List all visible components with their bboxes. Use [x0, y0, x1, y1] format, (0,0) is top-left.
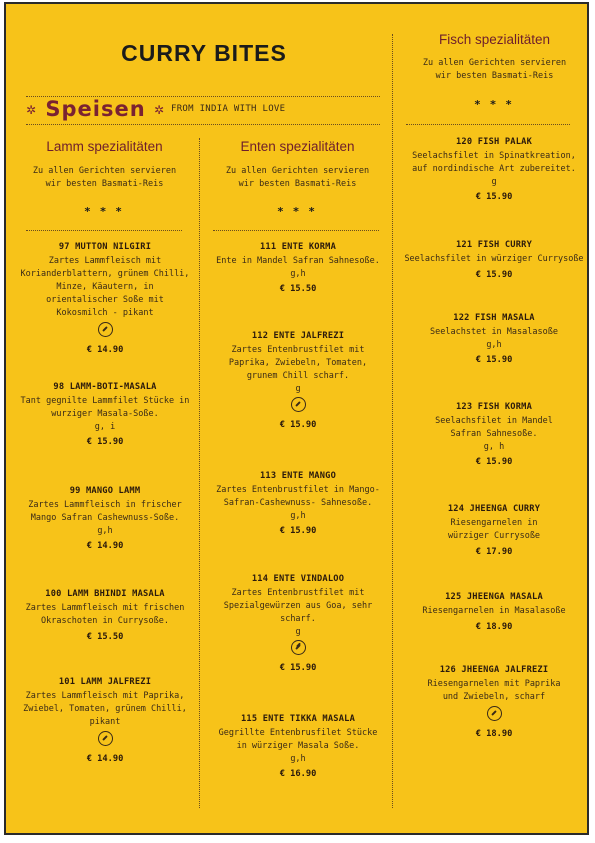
- item-price: € 15.90: [475, 192, 513, 202]
- item-name: 112 ENTE JALFREZI: [251, 331, 345, 341]
- menu-item: [20, 677, 190, 764]
- item-price: € 18.90: [475, 729, 513, 739]
- item-price: € 15.50: [279, 284, 317, 294]
- item-description: Tant gegnilte Lammfilet Stücke in wurziger Masala-Soße.: [20, 396, 190, 419]
- star-icon: ✲: [153, 103, 166, 117]
- item-price: € 15.50: [86, 632, 124, 642]
- item-allergens: g,h: [290, 754, 306, 764]
- item-description: Seelachstet in Masalasoße: [430, 327, 558, 337]
- menu-item: [404, 504, 584, 557]
- item-allergens: g, i: [94, 422, 116, 432]
- menu-item: [212, 574, 384, 673]
- menu-item: [212, 714, 384, 779]
- item-price: € 15.90: [475, 355, 513, 365]
- item-name: 111 ENTE KORMA: [259, 242, 337, 252]
- section-tagline: FROM INDIA WITH LOVE: [171, 104, 286, 114]
- item-price: € 15.90: [279, 526, 317, 536]
- item-name: 126 JHEENGA JALFREZI: [439, 665, 549, 675]
- item-name: 98 LAMM-BOTI-MASALA: [53, 382, 157, 392]
- item-description: Seelachsfilet in Spinatkreation, auf nordindische Art zubereitet.: [412, 151, 576, 174]
- item-name: 113 ENTE MANGO: [259, 471, 337, 481]
- chili-icon: [487, 706, 502, 721]
- item-description: Zartes Lammfleisch mit Korianderblattern, grünem Chilli, Minze, Käautern, in orientalischer Soße mit Kokosmilch - pikant: [20, 256, 190, 318]
- decorative-stars: * * *: [474, 98, 515, 111]
- item-allergens: g: [295, 627, 301, 637]
- column-heading: Fisch spezialitäten: [438, 32, 551, 47]
- star-icon: ✲: [26, 103, 38, 117]
- item-description: Zartes Lammfleisch in frischer Mango Safran Cashewnuss-Soße.: [28, 500, 182, 523]
- item-price: € 17.90: [475, 547, 513, 557]
- double-chili-icon: [291, 640, 306, 655]
- item-price: € 15.90: [86, 437, 124, 447]
- item-allergens: g,h: [97, 526, 113, 536]
- item-allergens: g,h: [290, 269, 306, 279]
- column-note: Zu allen Gerichten servieren wir besten Basmati-Reis: [225, 166, 370, 189]
- item-allergens: g: [295, 384, 301, 394]
- decorative-stars: * * *: [84, 205, 125, 218]
- item-description: Seelachsfilet in würziger Currysoße: [404, 254, 584, 264]
- menu-item: [20, 486, 190, 551]
- item-name: 101 LAMM JALFREZI: [58, 677, 152, 687]
- item-description: Zartes Lammfleisch mit frischen Okraschoten in Currysoße.: [25, 603, 185, 626]
- menu-item: [404, 240, 584, 280]
- item-price: € 14.90: [86, 541, 124, 551]
- item-price: € 15.90: [279, 663, 317, 673]
- column-note: Zu allen Gerichten servieren wir besten Basmati-Reis: [32, 166, 177, 189]
- item-name: 114 ENTE VINDALOO: [251, 574, 345, 584]
- items-lamm: [20, 4, 190, 837]
- item-allergens: g,h: [290, 511, 306, 521]
- item-price: € 15.90: [279, 420, 317, 430]
- restaurant-name: CURRY BITES: [121, 40, 287, 66]
- item-price: € 16.90: [279, 769, 317, 779]
- menu-item: [20, 589, 190, 642]
- item-price: € 15.90: [475, 270, 513, 280]
- item-name: 125 JHEENGA MASALA: [445, 592, 543, 602]
- item-name: 115 ENTE TIKKA MASALA: [240, 714, 356, 724]
- item-description: Riesengarnelen in Masalasoße: [422, 606, 566, 616]
- item-description: Zartes Entenbrustfilet mit Paprika, Zwiebeln, Tomaten, grunem Chill scharf.: [228, 345, 368, 381]
- items-fisch: [404, 4, 584, 837]
- menu-item: [404, 402, 584, 467]
- menu-item: [212, 471, 384, 536]
- item-price: € 18.90: [475, 622, 513, 632]
- item-price: € 15.90: [475, 457, 513, 467]
- item-description: Gegrillte Entenbrusfilet Stücke in würziger Masala Soße.: [218, 728, 378, 751]
- menu-item: [20, 242, 190, 355]
- menu-page: [4, 2, 589, 835]
- column-note: Zu allen Gerichten servieren wir besten Basmati-Reis: [422, 58, 567, 81]
- chili-icon: [98, 322, 113, 337]
- item-description: Zartes Entenbrustfilet mit Spezialgewürzen aus Goa, sehr scharf.: [223, 588, 373, 624]
- menu-item: [20, 382, 190, 447]
- item-description: Ente in Mandel Safran Sahnesoße.: [216, 256, 380, 266]
- item-description: Zartes Lammfleisch mit Paprika, Zwiebel, Tomaten, grünem Chilli, pikant: [23, 691, 187, 727]
- column-divider: [392, 34, 393, 808]
- menu-item: [404, 313, 584, 365]
- item-allergens: g: [491, 177, 497, 187]
- item-description: Seelachsfilet in Mandel Safran Sahnesoße.: [435, 416, 553, 439]
- column-divider: [199, 138, 200, 808]
- items-enten: [212, 4, 384, 837]
- item-price: € 14.90: [86, 345, 124, 355]
- item-name: 123 FISH KORMA: [455, 402, 533, 412]
- item-name: 100 LAMM BHINDI MASALA: [45, 589, 165, 599]
- item-name: 124 JHEENGA CURRY: [447, 504, 541, 514]
- menu-item: [404, 592, 584, 632]
- menu-item: [212, 242, 384, 294]
- item-name: 97 MUTTON NILGIRI: [58, 242, 152, 252]
- item-description: Riesengarnelen mit Paprika und Zwiebeln, scharf: [427, 679, 561, 702]
- item-description: Zartes Entenbrustfilet in Mango-Safran-Cashewnuss- Sahnesoße.: [216, 485, 380, 508]
- column-heading: Lamm spezialitäten: [46, 139, 163, 154]
- item-allergens: g,h: [486, 340, 502, 350]
- column-heading: Enten spezialitäten: [240, 139, 355, 154]
- decorative-stars: * * *: [277, 205, 318, 218]
- item-name: 99 MANGO LAMM: [69, 486, 141, 496]
- menu-item: [212, 331, 384, 430]
- chili-icon: [291, 397, 306, 412]
- section-title-text: Speisen: [45, 97, 146, 121]
- menu-item: [404, 665, 584, 739]
- item-description: Riesengarnelen in würziger Currysoße: [447, 518, 541, 541]
- item-price: € 14.90: [86, 754, 124, 764]
- item-name: 121 FISH CURRY: [455, 240, 533, 250]
- item-allergens: g, h: [483, 442, 505, 452]
- item-name: 122 FISH MASALA: [453, 313, 535, 323]
- item-name: 120 FISH PALAK: [455, 137, 533, 147]
- menu-item: [404, 137, 584, 202]
- chili-icon: [98, 731, 113, 746]
